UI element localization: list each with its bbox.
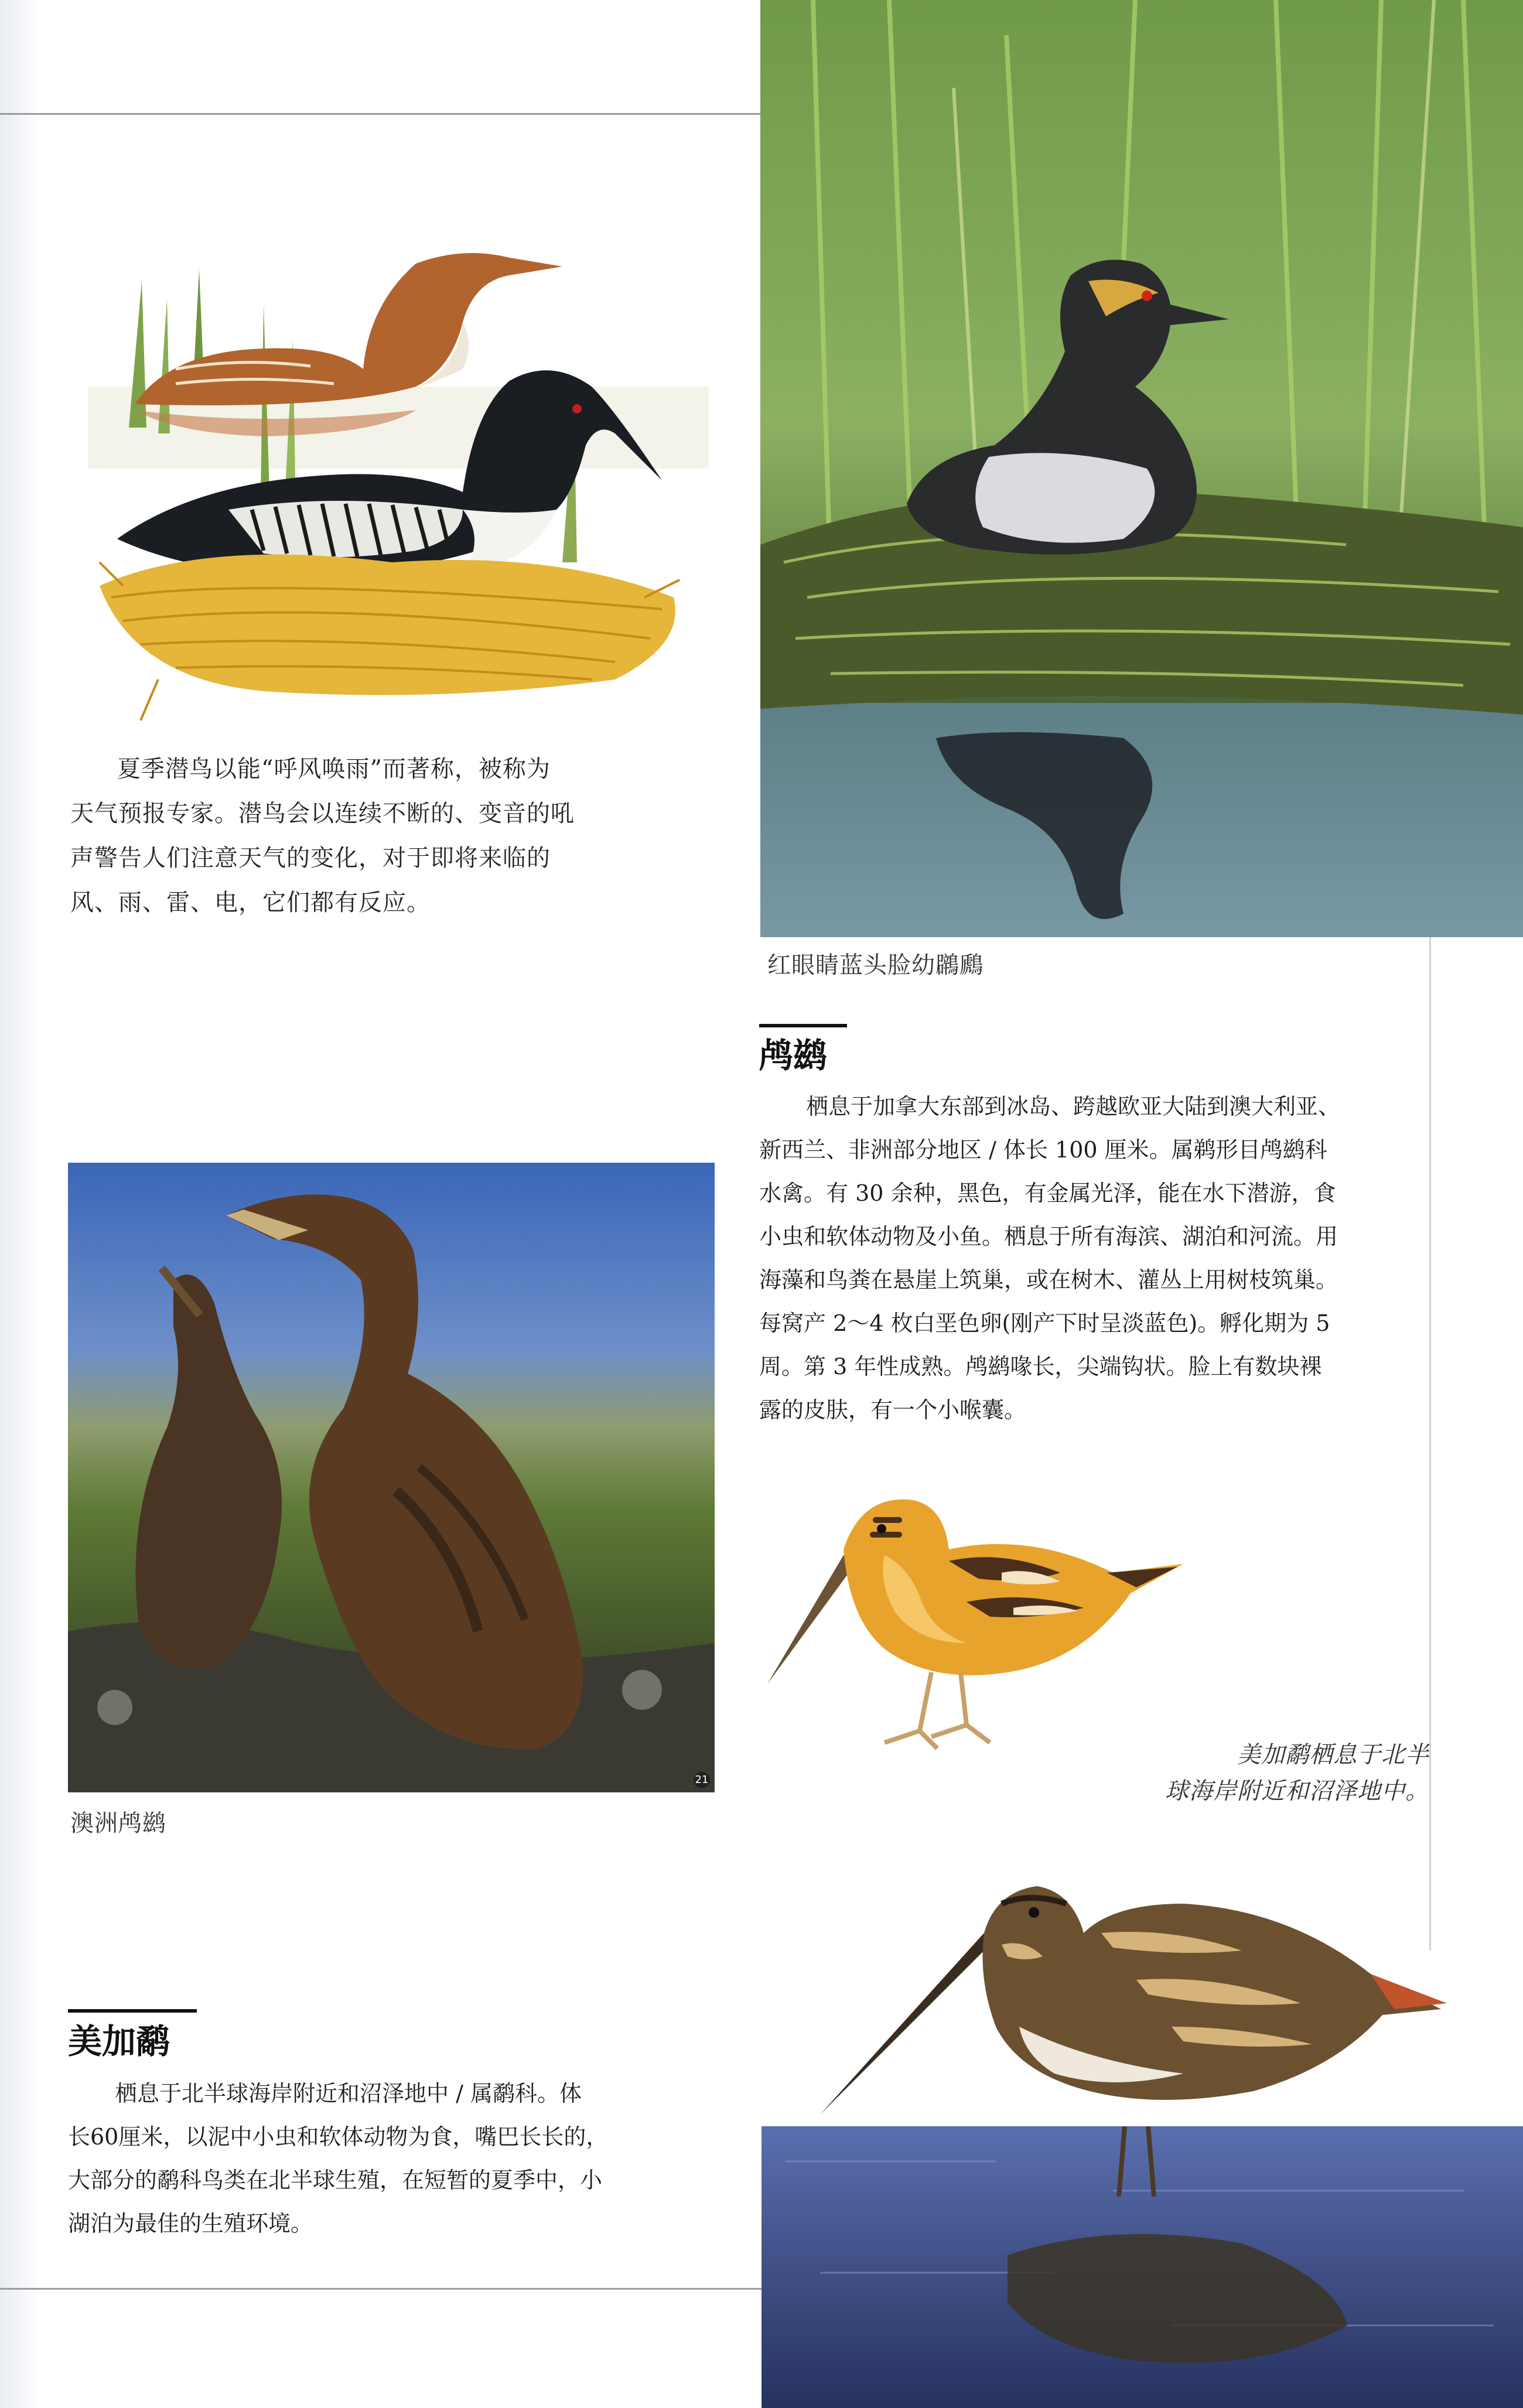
snipe-body-line: 长60厘米，以泥中小虫和软体动物为食，嘴巴长长的， <box>68 2124 609 2150</box>
cormorant-body-line: 水禽。有 30 余种，黑色，有金属光泽，能在水下潜游，食 <box>759 1180 1336 1206</box>
cormorant-body-line: 新西兰、非洲部分地区 / 体长 100 厘米。属鹈形目鸬鹚科 <box>759 1137 1327 1163</box>
cormorant-body-line: 露的皮肤，有一个小喉囊。 <box>759 1397 1027 1423</box>
photo-number-badge: 21 <box>694 1772 710 1788</box>
bottom-rule <box>0 2288 764 2290</box>
loon-caption <box>70 747 668 925</box>
cormorant-body-line: 栖息于加拿大东部到冰岛、跨越欧亚大陆到澳大利亚、 <box>806 1094 1341 1119</box>
cormorant-photo <box>68 1163 715 1792</box>
cormorant-body-line: 每窝产 2～4 枚白垩色卵(刚产下时呈淡蓝色)。孵化期为 5 <box>759 1310 1330 1336</box>
woodcock-illustration <box>756 1485 1201 1778</box>
grebe-caption: 红眼睛蓝头脸幼鸊鷉 <box>767 952 984 979</box>
loon-caption-line: 天气预报专家。潜鸟会以连续不断的、变音的吼 <box>70 800 575 827</box>
woodcock-caption-line: 美加鹬栖息于北半 <box>1237 1741 1429 1768</box>
page-edge-shadow <box>0 0 41 2408</box>
snipe-body-line: 湖泊为最佳的生殖环境。 <box>68 2211 313 2236</box>
right-column-rule <box>1429 937 1431 1951</box>
snipe-description <box>68 2072 683 2245</box>
loon-caption-line: 风、雨、雷、电，它们都有反应。 <box>70 889 431 916</box>
cormorant-heading: 鸬鹚 <box>759 1036 828 1075</box>
snipe-photo-water <box>762 2126 1523 2408</box>
cormorant-photo-caption: 澳洲鸬鹚 <box>70 1810 166 1837</box>
cormorant-body-line: 周。第 3 年性成熟。鸬鹚喙长，尖端钩状。脸上有数块裸 <box>759 1354 1322 1379</box>
snipe-body-line: 大部分的鹬科鸟类在北半球生殖，在短暂的夏季中，小 <box>68 2167 603 2193</box>
cormorant-heading-rule <box>759 1024 847 1027</box>
snipe-heading: 美加鹬 <box>68 2021 170 2061</box>
loon-caption-line: 声警告人们注意天气的变化，对于即将来临的 <box>70 845 551 872</box>
grebe-photo <box>760 0 1523 937</box>
woodcock-caption-line: 球海岸附近和沼泽地中。 <box>1165 1778 1429 1805</box>
cormorant-description <box>759 1085 1415 1432</box>
loon-caption-line: 夏季潜鸟以能“呼风唤雨”而著称，被称为 <box>117 756 551 783</box>
cormorant-body-line: 海藻和鸟粪在悬崖上筑巢，或在树木、灌丛上用树枝筑巢。 <box>759 1267 1338 1293</box>
woodcock-caption <box>1101 1737 1429 1809</box>
snipe-heading-rule <box>68 2009 197 2013</box>
cormorant-body-line: 小虫和软体动物及小鱼。栖息于所有海滨、湖泊和河流。用 <box>759 1224 1338 1249</box>
loon-illustration <box>88 234 709 738</box>
top-rule <box>0 113 760 115</box>
snipe-photo-bird <box>808 1816 1453 2138</box>
snipe-body-line: 栖息于北半球海岸附近和沼泽地中 / 属鹬科。体 <box>115 2081 582 2106</box>
